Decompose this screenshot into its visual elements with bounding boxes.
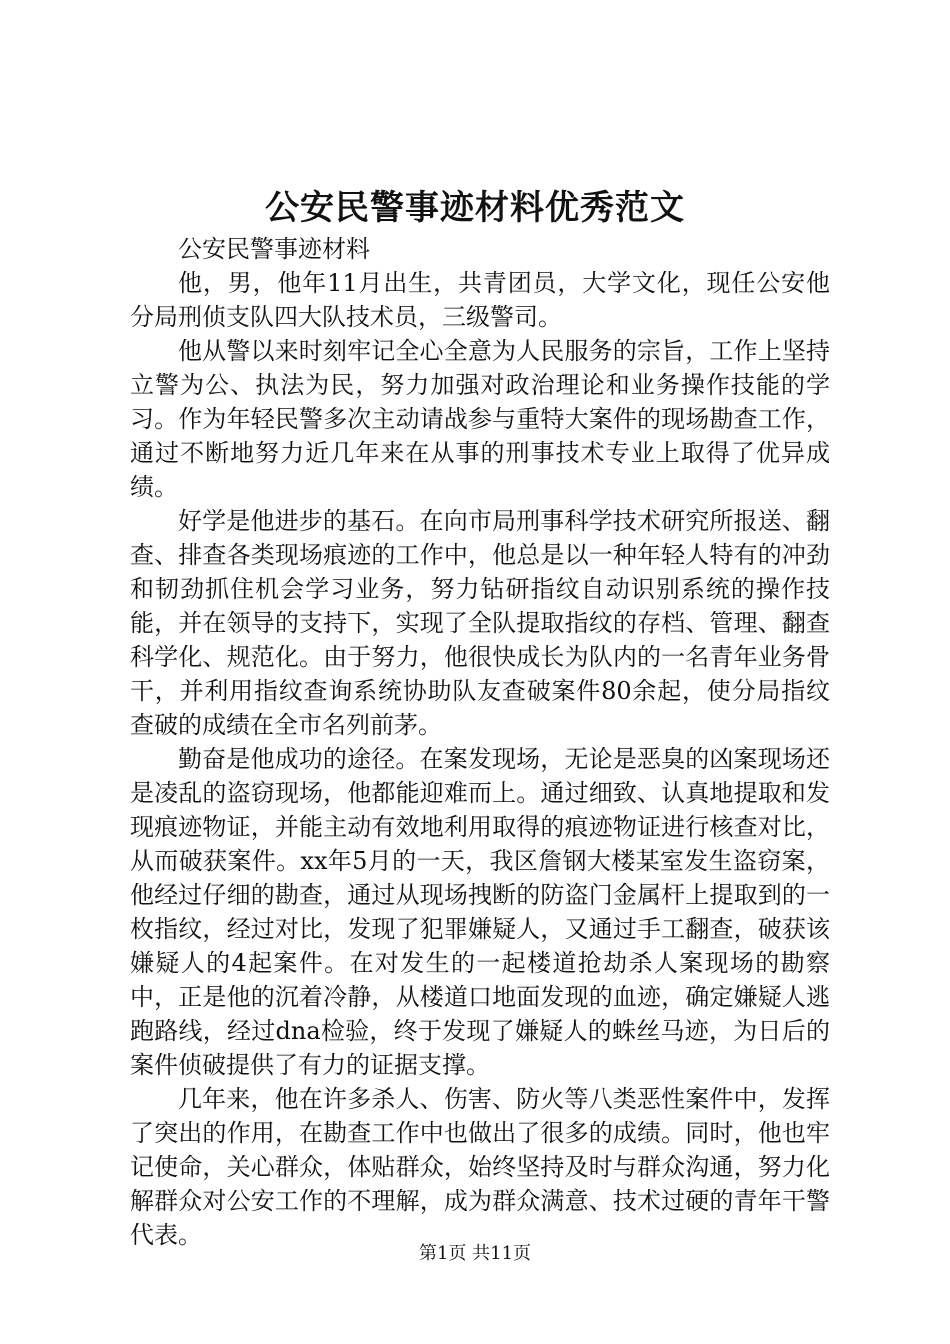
page-footer: 第1页 共11页 (418, 1243, 532, 1264)
paragraph-heading: 公安民警事迹材料 (178, 235, 370, 263)
document-title: 公安民警事迹材料优秀范文 (265, 188, 685, 228)
document-body (130, 232, 830, 1252)
paragraph-summary: 几年来，他在许多杀人、伤害、防火等八类恶性案件中，发挥了突出的作用，在勘查工作中也做出了很多的成绩。同时，他也牢记使命，关心群众，体贴群众，始终坚持及时与群众沟通，努力化解群众对公安工作的不理解，成为群众满意、技术过硬的青年干警代表。 (130, 1085, 830, 1249)
paragraph-duty: 他从警以来时刻牢记全心全意为人民服务的宗旨，工作上坚持立警为公、执法为民，努力加强对政治理论和业务操作技能的学习。作为年轻民警多次主动请战参与重特大案件的现场勘查工作，通过不断地努力近几年来在从事的刑事技术专业上取得了优异成绩。 (130, 337, 830, 501)
paragraph-diligence: 勤奋是他成功的途径。在案发现场，无论是恶臭的凶案现场还是凌乱的盗窃现场，他都能迎难而上。通过细致、认真地提取和发现痕迹物证，并能主动有效地利用取得的痕迹物证进行核查对比，从而破获案件。xx年5月的一天，我区詹钢大楼某室发生盗窃案，他经过仔细的勘查，通过从现场拽断的防盗门金属杆上提取到的一枚指纹，经过对比，发现了犯罪嫌疑人，又通过手工翻查，破获该嫌疑人的4起案件。在对发生的一起楼道抢劫杀人案现场的勘察中，正是他的沉着冷静，从楼道口地面发现的血迹，确定嫌疑人逃跑路线，经过dna检验，终于发现了嫌疑人的蛛丝马迹，为日后的案件侦破提供了有力的证据支撑。 (130, 745, 830, 1079)
paragraph-study: 好学是他进步的基石。在向市局刑事科学技术研究所报送、翻查、排查各类现场痕迹的工作中，他总是以一种年轻人特有的冲劲和韧劲抓住机会学习业务，努力钻研指纹自动识别系统的操作技能，并在领导的支持下，实现了全队提取指纹的存档、管理、翻查科学化、规范化。由于努力，他很快成长为队内的一名青年业务骨干，并利用指纹查询系统协助队友查破案件80余起，使分局指纹查破的成绩在全市名列前茅。 (130, 507, 830, 739)
paragraph-intro: 他，男，他年11月出生，共青团员，大学文化，现任公安他分局刑侦支队四大队技术员，三级警司。 (130, 269, 830, 331)
